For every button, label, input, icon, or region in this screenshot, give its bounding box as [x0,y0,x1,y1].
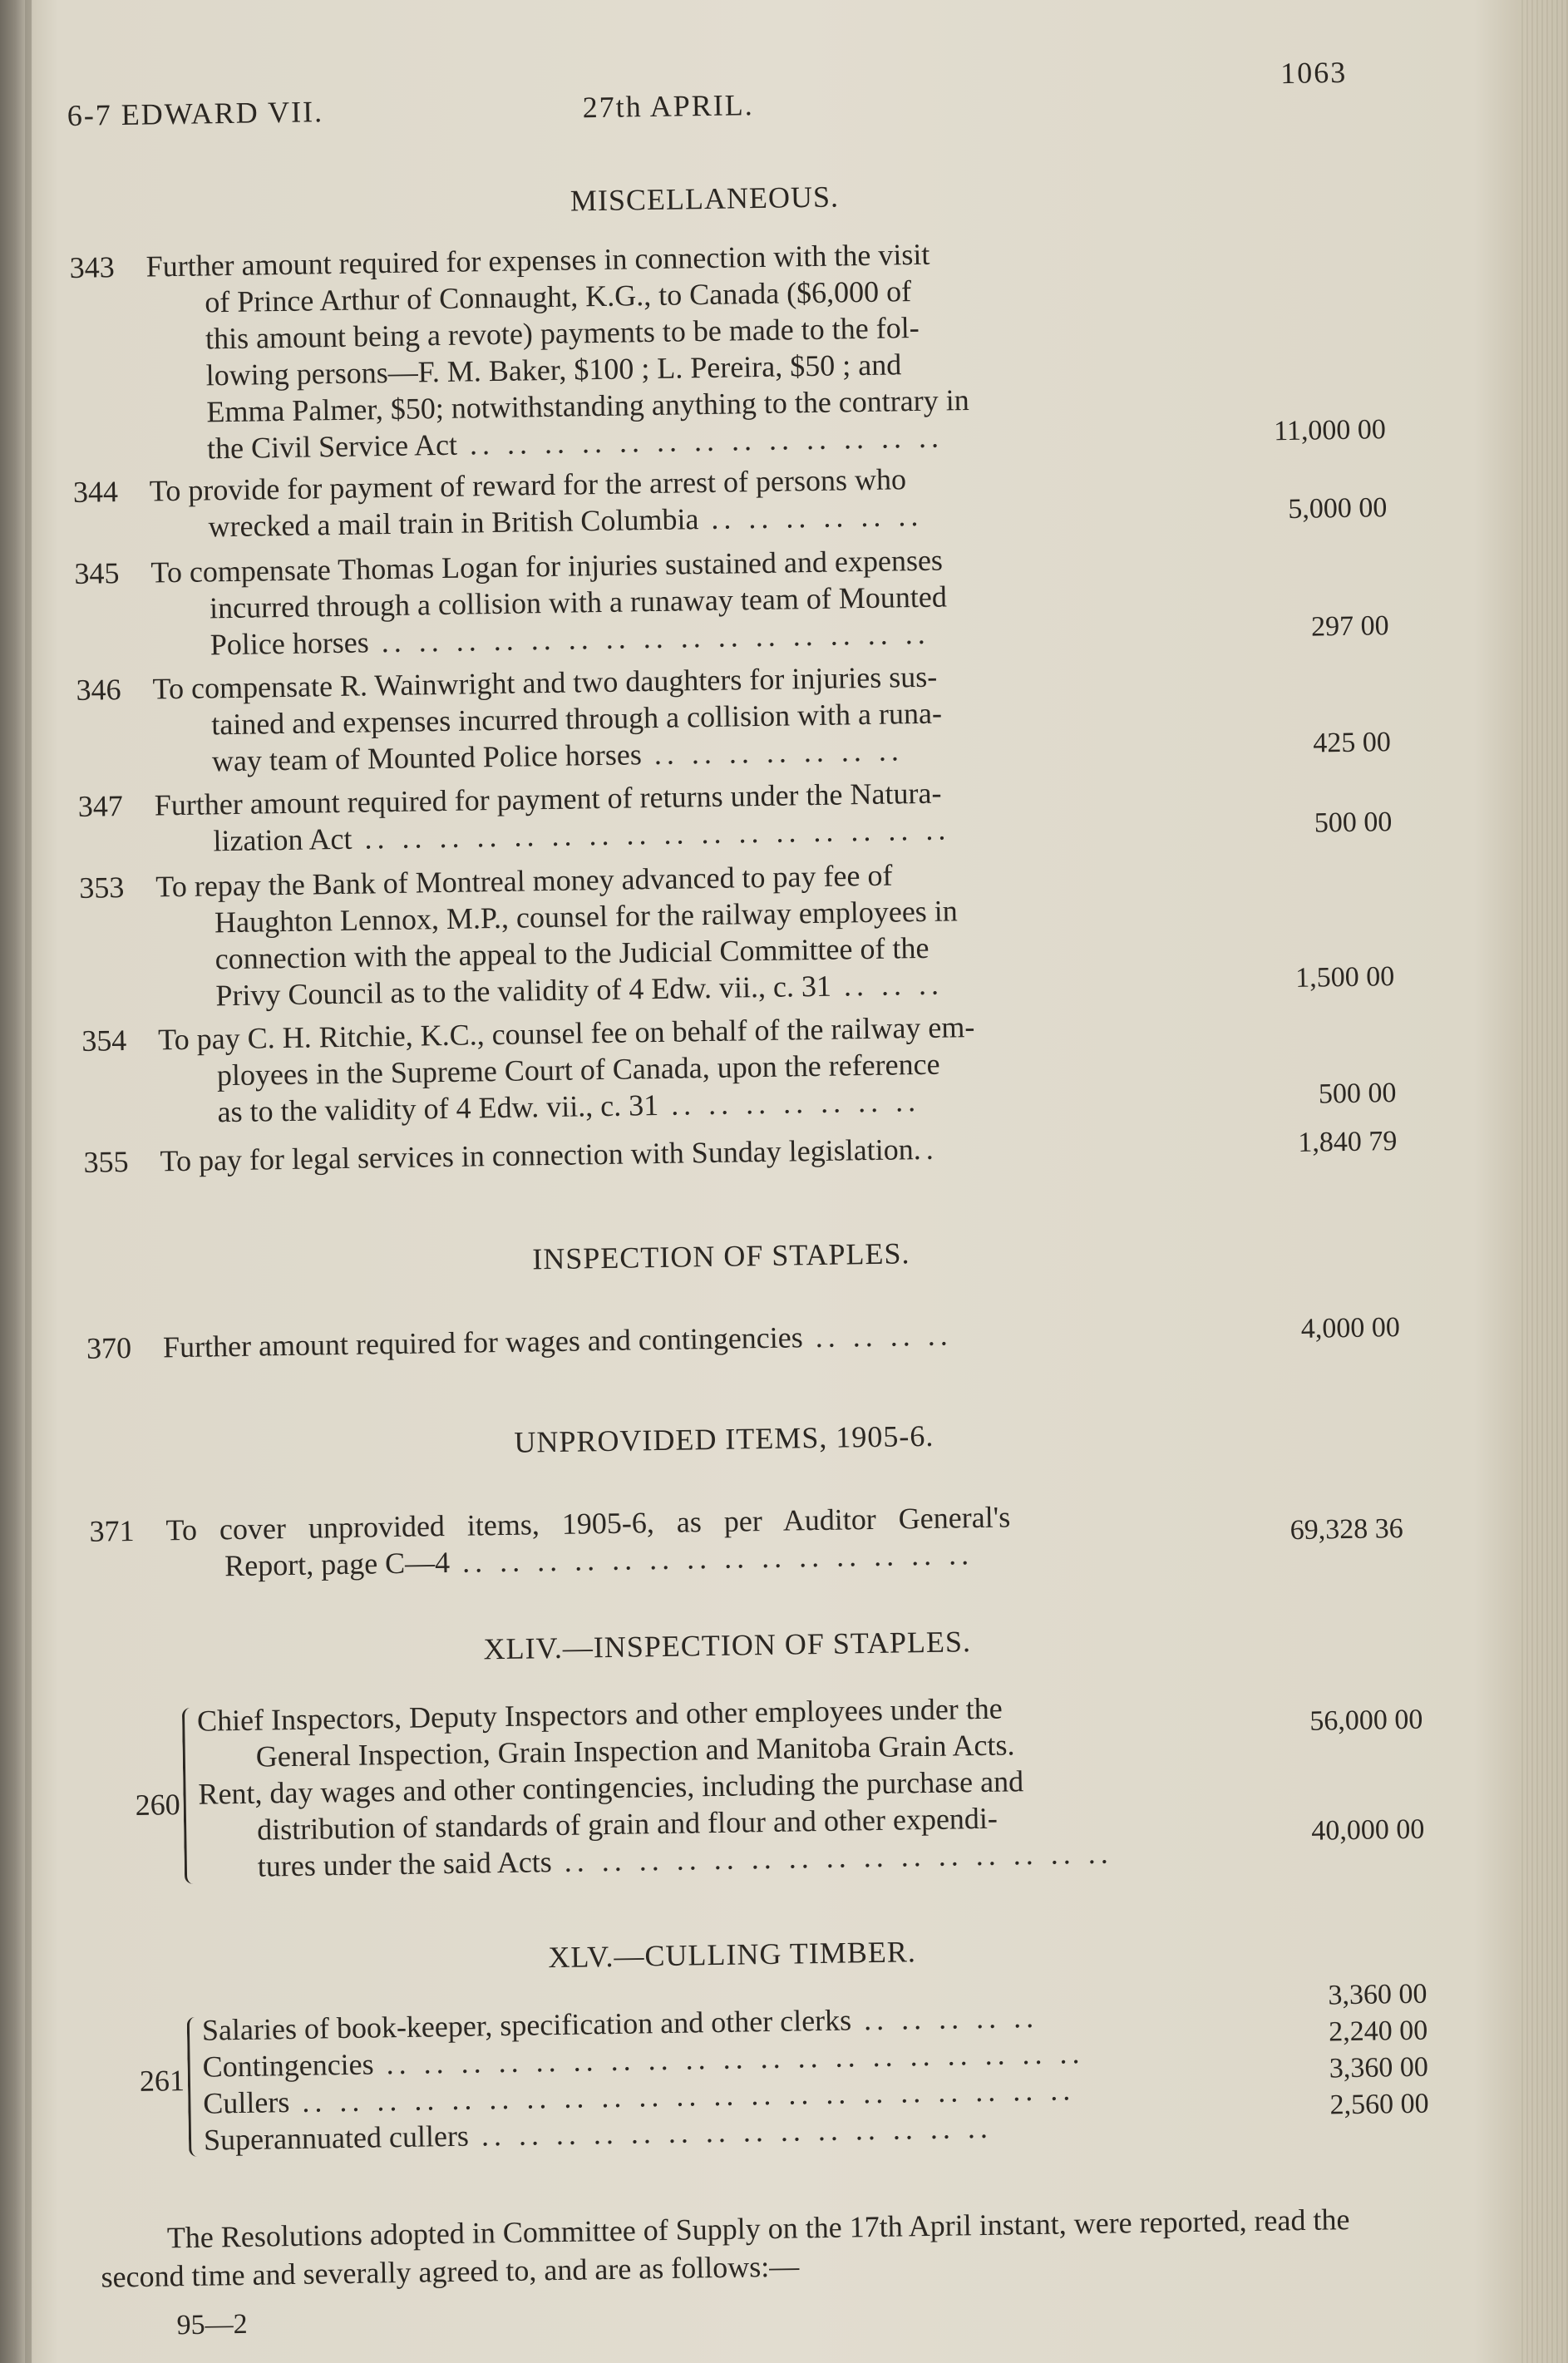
item-line: To repay the Bank of Montreal money advanced to pay fee of [155,858,893,904]
heading-inspection-of-staples: INSPECTION OF STAPLES. [532,1236,910,1276]
entry-line: General Inspection, Grain Inspection and Manitoba Grain Acts. [255,1728,1015,1773]
closing-paragraph: The Resolutions adopted in Committee of Supply on the 17th April instant, were reported, read the second time and severally agreed to, and are as follows:— [101,2203,1350,2294]
item-number: 347 [77,789,124,823]
item-amount: 500 00 [1314,807,1393,839]
entry-line: Salaries of book-keeper, specification and other clerks .. .. .. .. .. [201,2000,1039,2047]
entry-line: distribution of standards of grain and flour and other expendi- [256,1801,998,1847]
item-line: Further amount required for wages and contingencies .. .. .. .. [162,1318,953,1364]
group-entries [202,1995,1285,2158]
entry-line: Chief Inspectors, Deputy Inspectors and other employees under the [196,1691,1003,1738]
item-line: this amount being a revote) payments to be made to the fol- [205,310,920,356]
item-line: To pay for legal services in connection with Sunday legislation.. [160,1132,939,1178]
item-line: ployees in the Supreme Court of Canada, upon the reference [216,1047,940,1093]
entry-line: Cullers .. .. .. .. .. .. .. .. .. .. .. .. .. .. .. .. .. .. .. .. .. [203,2073,1076,2120]
group-number: 261 [139,2064,185,2098]
item-number: 370 [86,1330,132,1365]
entry-amount: 2,560 00 [1329,2088,1429,2121]
item-text [158,1004,1240,1131]
item-line: To cover unprovided items, 1905-6, as per Auditor General's [165,1500,1011,1547]
item-line: Police horses .. .. .. .. .. .. .. .. .. .. .. .. .. .. .. [210,616,930,662]
book-gutter [25,0,32,2363]
item-amount: 297 00 [1310,610,1389,643]
entry-line: Contingencies .. .. .. .. .. .. .. .. .. .. .. .. .. .. .. .. .. .. .. [202,2036,1085,2084]
item-amount: 69,328 36 [1289,1512,1403,1547]
item-line: wrecked a mail train in British Columbia .. .. .. .. .. .. [208,498,924,544]
item-line: Emma Palmer, $50; notwithstanding anything to the contrary in [206,382,969,429]
item-number: 343 [69,250,115,284]
item-line: To compensate Thomas Logan for injuries sustained and expenses [150,543,944,590]
group-260 [92,1683,1439,1883]
item-text [163,1312,1245,1365]
item-line: incurred through a collision with a runaway team of Mounted [209,580,948,625]
entry-amount: 3,360 00 [1329,2051,1429,2084]
page-content [67,54,1429,2341]
item-amount: 500 00 [1318,1078,1397,1110]
entry-line: Superannuated cullers .. .. .. .. .. .. .. .. .. .. .. .. .. .. [203,2110,994,2157]
page-edges [1518,0,1568,2363]
item-number: 371 [89,1513,135,1548]
page-number: 1063 [1280,55,1348,91]
item-text [165,1495,1247,1585]
item-text [155,851,1239,1014]
entry-amount: 3,360 00 [1328,1978,1427,2011]
entry-amount: 2,240 00 [1328,2015,1428,2048]
item-line: tained and expenses incurred through a collision with a runa- [210,696,943,742]
item-line: Further amount required for payment of returns under the Natura- [154,776,942,822]
item-number: 354 [81,1024,127,1058]
running-head [67,54,1414,132]
item-text [154,770,1235,860]
item-line: To provide for payment of reward for the arrest of persons who [149,462,907,508]
signature-mark: 95—2 [176,2308,248,2341]
item-amount: 425 00 [1313,727,1392,759]
item-343 [69,229,1399,466]
running-head-date: 27th APRIL. [582,88,755,125]
group-entries [197,1685,1280,1885]
item-line: Report, page C—4 .. .. .. .. .. .. .. .. .. .. .. .. .. .. [224,1537,974,1583]
item-line: Privy Council as to the validity of 4 Edw. vii., c. 31 .. .. .. [215,967,944,1013]
item-number: 344 [72,475,119,509]
brace [187,2017,199,2157]
item-line: Further amount required for expenses in connection with the visit [145,237,930,284]
entry-line: tures under the said Acts .. .. .. .. .. .. .. .. .. .. .. .. .. .. .. [257,1836,1113,1883]
item-amount: 1,500 00 [1294,961,1395,994]
item-line: lization Act .. .. .. .. .. .. .. .. .. .. .. .. .. .. .. .. [213,812,951,858]
item-371 [89,1492,1419,1583]
item-amount: 1,840 79 [1298,1126,1398,1158]
item-line: way team of Mounted Police horses .. .. .. .. .. .. .. [211,733,905,778]
item-number: 355 [83,1144,129,1179]
item-number: 345 [74,556,120,590]
heading-xlv-culling-timber: XLV.—CULLING TIMBER. [548,1935,917,1975]
group-261 [97,1978,1444,2157]
item-line: the Civil Service Act .. .. .. .. .. .. .. .. .. .. .. .. .. [206,420,944,466]
entry-amount: 56,000 00 [1309,1704,1423,1737]
heading-xliv-inspection-of-staples: XLIV.—INSPECTION OF STAPLES. [483,1625,972,1666]
entry-line: Rent, day wages and other contingencies, including the purchase and [198,1764,1024,1811]
item-line: To compensate R. Wainwright and two daughters for injuries sus- [152,659,938,706]
group-number: 260 [135,1788,181,1822]
item-amount: 4,000 00 [1300,1311,1401,1344]
item-number: 353 [79,871,125,905]
item-line: lowing persons—F. M. Baker, $100 ; L. Pereira, $50 ; and [205,348,902,392]
heading-unprovided-items: UNPROVIDED ITEMS, 1905-6. [514,1418,934,1459]
item-text [150,456,1231,545]
entry-amount: 40,000 00 [1311,1813,1425,1847]
brace [182,1708,194,1884]
running-head-left: 6-7 EDWARD VII. [67,95,324,132]
item-line: To pay C. H. Ritchie, K.C., counsel fee on behalf of the railway em- [157,1009,975,1057]
item-370 [86,1310,1417,1365]
item-line: of Prince Arthur of Connaught, K.G., to Canada ($6,000 of [205,274,912,319]
item-amount: 5,000 00 [1288,492,1388,525]
item-text [160,1126,1241,1179]
item-amount: 11,000 00 [1273,414,1387,447]
item-line: connection with the appeal to the Judicial Committee of the [214,930,929,976]
item-line: as to the validity of 4 Edw. vii., c. 31 .. .. .. .. .. .. .. [217,1084,921,1129]
item-number: 346 [76,673,121,707]
item-line: Haughton Lennox, M.P., counsel for the railway employees in [214,894,959,940]
heading-miscellaneous: MISCELLANEOUS. [570,180,840,218]
item-text [150,537,1233,664]
item-text [145,231,1230,467]
item-text [152,654,1235,780]
